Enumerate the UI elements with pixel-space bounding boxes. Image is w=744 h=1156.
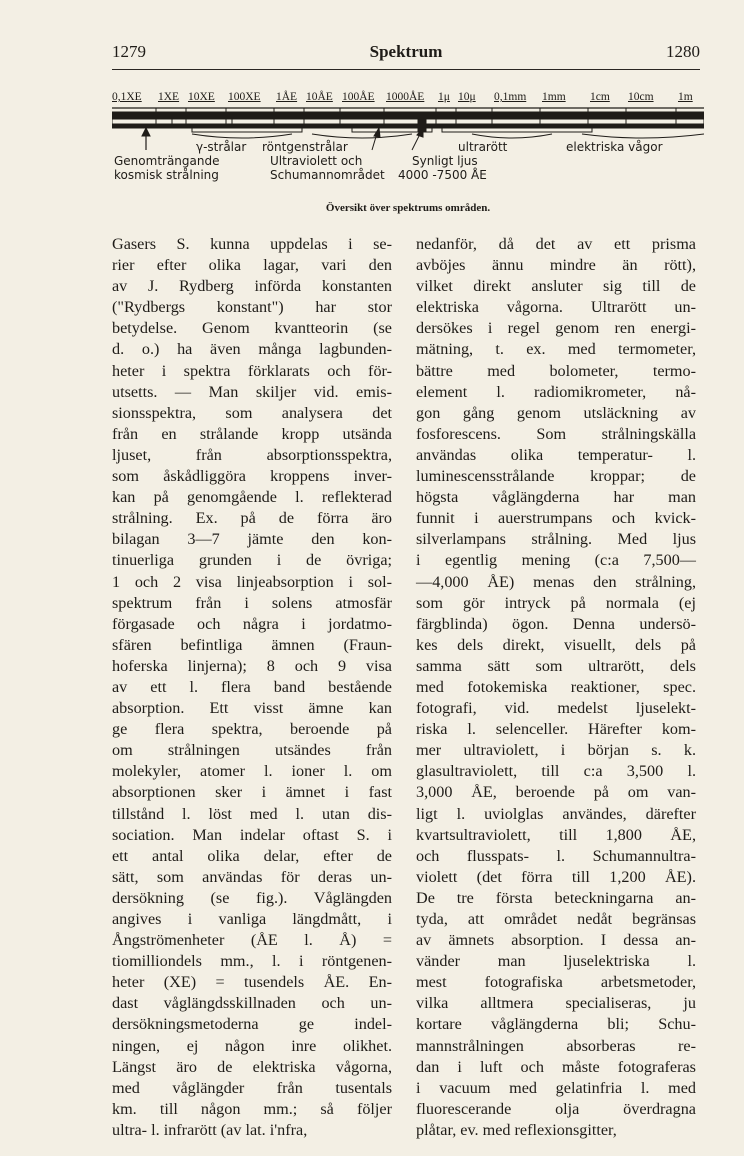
header-rule <box>112 69 700 70</box>
text-line: angives i vanliga längdmått, i <box>112 910 392 928</box>
text-column-left <box>112 234 392 1141</box>
text-line: tyda, att området nedåt begränsas <box>416 910 696 928</box>
text-line: Ångströmenheter (ÅE l. Å) = <box>112 931 392 950</box>
text-line: som åskådliggöra kroppens inver- <box>112 467 392 486</box>
text-line: med våglängder från tusentals <box>112 1078 392 1097</box>
text-line: fotografi, vid. medelst ljuselekt- <box>416 699 696 718</box>
scale-label: 1m <box>678 91 693 103</box>
spectrum-figure <box>112 86 704 218</box>
uv-label-1: Ultraviolett och <box>270 154 363 168</box>
text-line: bilagan 3—7 jämte den kon- <box>112 530 392 549</box>
text-line: vilka alltmera specialiseras, ju <box>416 994 696 1013</box>
cosmic-label-1: Genomträngande <box>114 154 220 168</box>
text-line: som gör intryck på normala (ej <box>416 593 696 612</box>
text-line: sätt, som användas för deras un- <box>112 867 392 886</box>
text-line: mer ultraviolett, i början s. k. <box>416 741 696 760</box>
text-line: utsetts. — Man skiljer vid. emis- <box>112 382 392 401</box>
visible-label-2: 4000 -7500 ÅE <box>398 168 487 182</box>
text-line: heter (XE) = tusendels ÅE. En- <box>112 973 392 992</box>
text-line: sfären befintliga ämnen (Fraun- <box>112 635 392 654</box>
text-line: spektrum från i solens atmosfär <box>112 593 392 612</box>
text-line: samma sätt som ultrarött, dels <box>416 656 696 675</box>
text-line: d. o.) ha även många lagbunden- <box>112 340 392 359</box>
text-line: kes dels direkt, visuellt, dels på <box>416 635 696 654</box>
text-line: dersökning (se fig.). Våglängden <box>112 888 392 907</box>
text-line: i vacuum med gelatinfria l. med <box>416 1078 696 1097</box>
text-line: plåtar, ev. med reflexionsgitter, <box>416 1120 617 1139</box>
xray-range-box <box>192 128 302 132</box>
cosmic-label-2: kosmisk strålning <box>114 168 219 182</box>
text-line: förgasade och några i jordatmo- <box>112 614 392 633</box>
text-line: nedanför, då det av ett prisma <box>416 235 696 253</box>
text-line: —4,000 ÅE) menas den strålning, <box>416 572 696 591</box>
uv-label-2: Schumannområdet <box>270 168 385 182</box>
text-line: element l. radiomikrometer, nå- <box>416 382 696 401</box>
text-line: elektriska vågorna. Ultrarött un- <box>416 298 696 317</box>
text-line: Gasers S. kunna uppdelas i se- <box>112 235 392 253</box>
text-line: funnit i auerstrumpans och kvick- <box>416 509 696 528</box>
text-line: av ett l. flera band bestående <box>112 677 392 696</box>
text-line: silverlampans strålning. Med ljus <box>416 530 696 549</box>
scale-label: 0,1mm <box>494 91 527 103</box>
gamma-range-box <box>172 119 232 124</box>
text-line: fluorescerande olja överdragna <box>416 1099 696 1118</box>
scale-label: 100XE <box>228 91 261 103</box>
text-line: fosforescens. Som strålningskälla <box>416 424 696 443</box>
infrared-brace <box>472 134 552 138</box>
scale-label: 1ÅE <box>276 91 298 103</box>
page-number-right: 1280 <box>666 42 700 61</box>
text-line: molekyler, atomer l. ioner l. om <box>112 762 392 781</box>
text-line: tillstånd l. löst med l. utan dis- <box>112 804 392 823</box>
electric-waves-label: elektriska vågor <box>566 140 663 154</box>
text-line: mest fotografiska arbetsmetoder, <box>416 973 696 992</box>
infrared-range-box <box>442 128 592 132</box>
electric-brace <box>582 134 704 138</box>
scale-label: 0,1XE <box>112 91 142 103</box>
spectrum-band-bottom <box>112 124 704 128</box>
text-line: 1 och 2 visa linjeabsorption i sol- <box>112 572 392 591</box>
text-line: och flusspats- l. Schumannultra- <box>416 846 696 865</box>
scale-label: 1000ÅE <box>386 91 425 103</box>
scale-label: 1XE <box>158 91 180 103</box>
text-line: ljuset, från absorptionsspektra, <box>112 445 392 464</box>
running-title: Spektrum <box>369 42 443 61</box>
text-line: vilket direkt ansluter sig till de <box>416 277 696 296</box>
text-line: kan på genomgående l. reflekterad <box>112 488 392 507</box>
text-line: luminescensstrålande kroppar; de <box>416 467 696 486</box>
ultrared-label: ultrarött <box>458 140 508 154</box>
text-line: från en strålande kropp utsända <box>112 424 392 443</box>
text-line: ningen, ej någon inre olikhet. <box>112 1036 392 1055</box>
visible-label-1: Synligt ljus <box>412 154 478 168</box>
gamma-label: γ-strålar <box>196 140 247 154</box>
xray-label: röntgenstrålar <box>262 140 348 154</box>
scale-label: 1cm <box>590 91 610 103</box>
text-line: av ämnets absorption. I dessa an- <box>416 931 696 950</box>
text-line: vänder man ljuselektriska l. <box>416 952 696 971</box>
text-line: heter i spektra förklarats och för- <box>112 361 392 380</box>
page-header <box>112 38 700 66</box>
text-line: med fotokemiska reaktioner, spec. <box>416 677 696 696</box>
text-line: Längst äro de elektriska vågorna, <box>112 1057 392 1076</box>
text-line: om strålningen utsändes från <box>112 741 392 760</box>
text-line: dersökes i regel genom ren energi- <box>416 319 696 338</box>
text-line: km. till någon mm.; så följer <box>112 1099 392 1118</box>
xray-brace <box>312 134 412 138</box>
scale-label: 10XE <box>188 91 215 103</box>
text-line: ligt l. uviolglas användes, därefter <box>416 804 696 823</box>
text-line: gon gång genom utsläckning av <box>416 403 696 422</box>
text-line: användas olika temperatur- l. <box>416 445 696 464</box>
text-line: kvartsultraviolett, till 1,800 ÅE, <box>416 825 696 844</box>
scale-label: 10cm <box>628 91 654 103</box>
text-line: dan i luft och måste fotograferas <box>416 1057 696 1076</box>
text-line: rier efter olika lagar, vari den <box>112 256 392 275</box>
scale-label: 1μ <box>438 91 450 103</box>
scale-label: 100ÅE <box>342 91 375 103</box>
text-line: i egentlig mening (c:a 7,500— <box>416 551 696 570</box>
page-number-left: 1279 <box>112 42 146 61</box>
figure-caption: Översikt över spektrums områden. <box>325 202 491 214</box>
spectrum-band-top <box>112 112 704 119</box>
text-line: tiomilliondels mm., l. i röntgenen- <box>112 952 392 971</box>
text-line: avböjes ännu mindre än rött), <box>416 256 696 275</box>
text-line: sionsspektra, som analysera det <box>112 403 392 422</box>
text-line: färgblinda) ögon. Denna undersö- <box>416 614 696 633</box>
text-line: ("Rydbergs konstant") har stor <box>112 298 392 317</box>
text-line: riska l. selenceller. Härefter kom- <box>416 720 696 739</box>
text-line: dersökningsmetoderna ge indel- <box>112 1015 392 1034</box>
text-line: mätning, t. ex. med termometer, <box>416 340 696 359</box>
text-line: hoferska linjerna); 8 och 9 visa <box>112 656 392 675</box>
text-line: absorptionen sker i ämnet i fast <box>112 783 392 802</box>
text-line: sociation. Man indelar oftast S. i <box>112 825 392 844</box>
text-line: bättre med bolometer, termo- <box>416 361 696 380</box>
text-line: betydelse. Genom kvantteorin (se <box>112 319 392 338</box>
text-line: violett (det förra till 1,200 ÅE). <box>416 867 696 886</box>
text-line: mannstrålningen absorberas re- <box>416 1036 696 1055</box>
scale-label: 1mm <box>542 91 566 103</box>
scale-label: 10ÅE <box>306 91 333 103</box>
gamma-brace <box>192 134 292 138</box>
cosmic-arrow-head <box>142 128 150 136</box>
text-line: absorption. Ett visst ämne kan <box>112 699 392 718</box>
text-line: ge flera spektra, beroende på <box>112 720 392 739</box>
text-line: 3,000 ÅE, beroende på om van- <box>416 783 696 802</box>
text-line: högsta våglängderna har man <box>416 488 696 507</box>
text-line: ett antal olika delar, efter de <box>112 846 392 865</box>
text-line: av J. Rydberg införda konstanten <box>112 277 392 296</box>
text-line: strålning. Ex. på de förra äro <box>112 509 392 528</box>
text-column-right <box>416 234 696 1141</box>
text-line: glasultraviolett, till c:a 3,500 l. <box>416 762 696 781</box>
text-line: De tre första beteckningarna an- <box>416 888 696 907</box>
text-line: dast våglängdsskillnaden och un- <box>112 994 392 1013</box>
text-line: kortare våglängderna bli; Schu- <box>416 1015 696 1034</box>
text-line: ultra- l. infrarött (av lat. i'nfra, <box>112 1120 308 1139</box>
scale-label: 10μ <box>458 91 476 103</box>
text-line: tinuerliga grunden i de övriga; <box>112 551 392 570</box>
